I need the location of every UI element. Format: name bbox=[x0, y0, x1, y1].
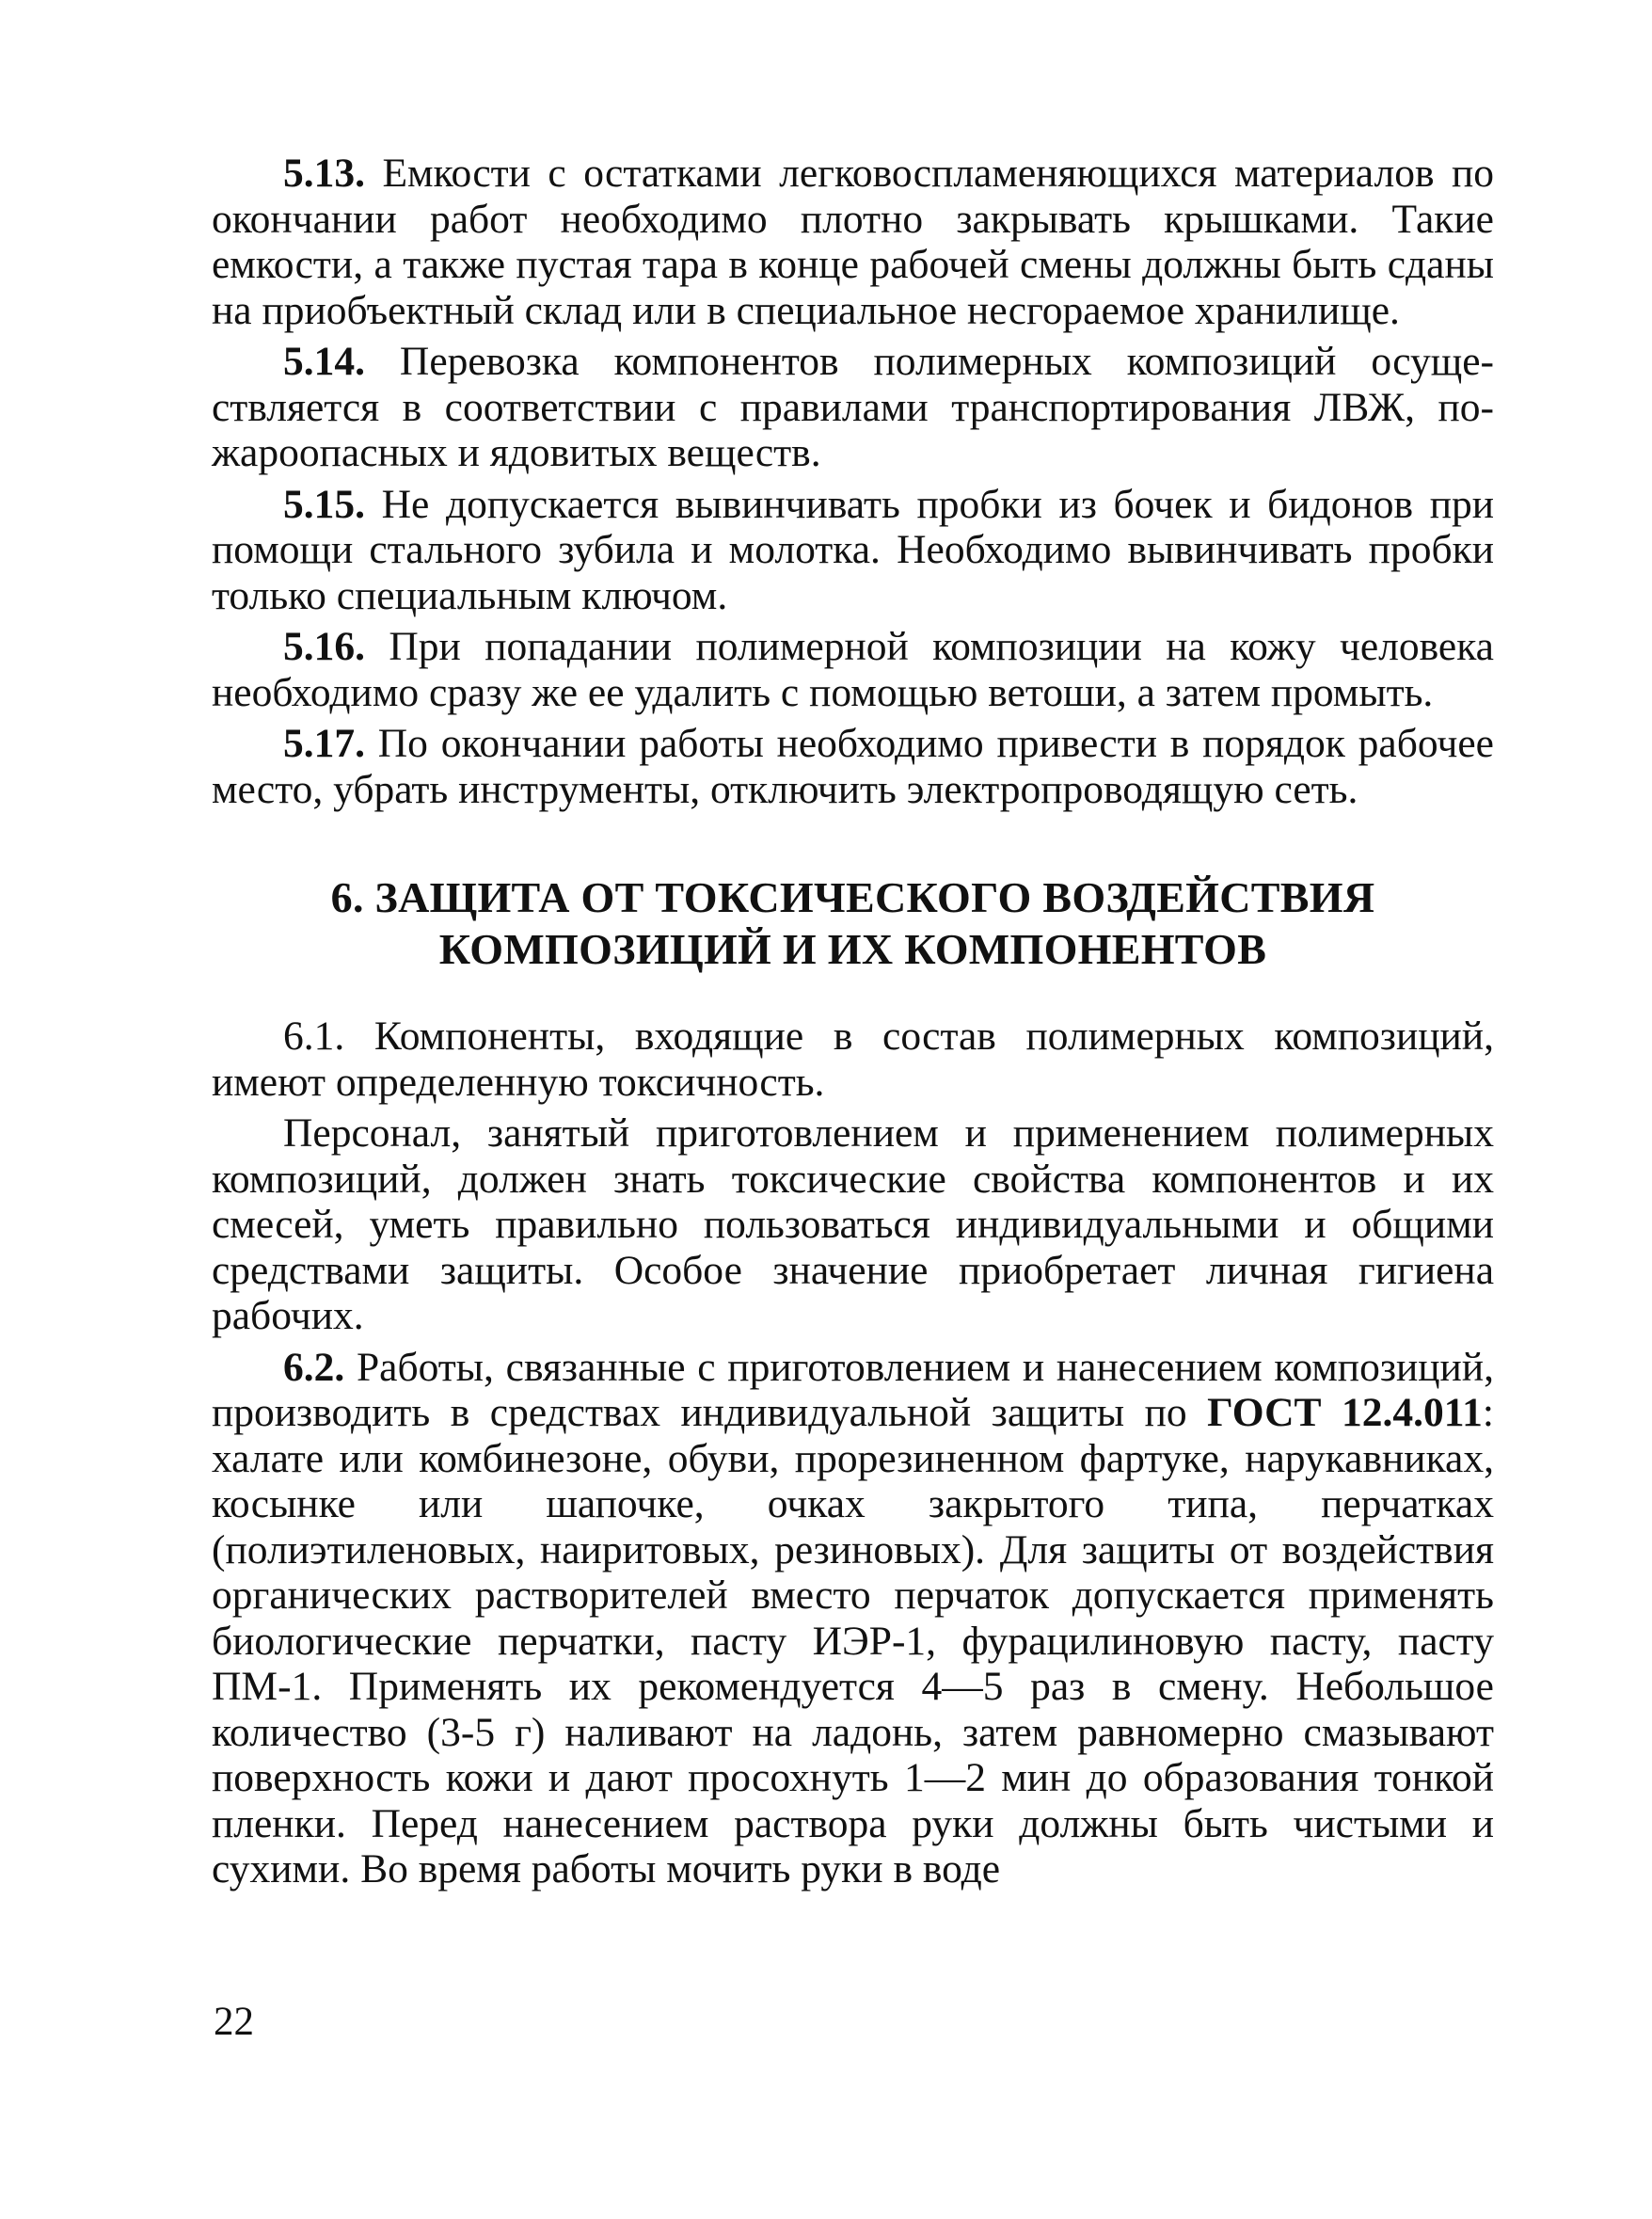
item-number: 5.15. bbox=[283, 481, 365, 527]
paragraph-text: Работы, связанные с приготовлением и нанесением композиций, производить в средствах индивидуальной защиты по bbox=[212, 1344, 1494, 1435]
item-number: 5.14. bbox=[283, 339, 365, 384]
paragraph-text: По окончании работы необходимо привести в порядок рабочее место, убрать инструменты, отключить электропроводящую сеть. bbox=[212, 721, 1494, 812]
item-number: 5.17. bbox=[283, 721, 365, 766]
page-body bbox=[212, 151, 1494, 1892]
paragraph-text: Не допускается вывинчивать пробки из бочек и бидонов при помощи стального зубила и молотка. Необходимо вывинчивать пробки только специальным ключом. bbox=[212, 481, 1494, 618]
paragraph-text-continued: : халате или комбинезоне, обуви, прорезиненном фартуке, нарукавниках, косынке или шапочке, очках закрытого типа, перчатках (полиэтиленовых, наиритовых, резиновых). Для защиты от воздействия органических растворителей вместо перчаток допускается применять биологические перчатки, пасту ИЭР-1, фурацилиновую пасту, пасту ПМ-1. Применять их рекомендуется 4—5 раз в смену. Небольшое количество (3-5 г) наливают на ладонь, затем равномерно смазывают поверхность кожи и дают просохнуть 1—2 мин до образования тонкой пленки. Перед нанесением раствора руки должны быть чистыми и сухими. Во время работы мочить руки в воде bbox=[212, 1390, 1494, 1892]
paragraph-5-15 bbox=[212, 482, 1494, 619]
item-number: 5.16. bbox=[283, 624, 365, 669]
section-6-heading bbox=[212, 871, 1494, 975]
item-number: 5.13. bbox=[283, 151, 365, 196]
paragraph-5-17 bbox=[212, 721, 1494, 812]
paragraph-text: Емкости с остатками легковоспламеняющихся материалов по окончании работ необходимо плотно закрывать крышками. Такие емкости, а также пустая тара в конце рабочей смены должны быть сданы на приобъектный склад или в специальное несгораемое хранилище. bbox=[212, 151, 1494, 333]
paragraph-text: При попадании полимерной композиции на кожу человека необходимо сразу же ее удалить с помощью ветоши, а затем промыть. bbox=[212, 624, 1494, 715]
paragraph-5-14 bbox=[212, 339, 1494, 476]
heading-line-1: 6. ЗАЩИТА ОТ ТОКСИЧЕСКОГО ВОЗДЕЙСТВИЯ bbox=[330, 873, 1375, 921]
item-number: 6.2. bbox=[283, 1344, 345, 1390]
paragraph-personnel: Персонал, занятый приготовлением и применением полимерных композиций, должен знать токсические свойства компонентов и их смесей, уметь правильно пользоваться индивидуальными и общими средствами защиты. Особое значение приобретает личная гигиена рабочих. bbox=[212, 1110, 1494, 1338]
paragraph-6-1: 6.1. Компоненты, входящие в состав полимерных композиций, имеют определенную токсичность. bbox=[212, 1014, 1494, 1105]
heading-line-2: КОМПОЗИЦИЙ И ИХ КОМПОНЕНТОВ bbox=[438, 925, 1267, 973]
standard-reference: ГОСТ 12.4.011 bbox=[1207, 1390, 1483, 1435]
paragraph-5-13 bbox=[212, 151, 1494, 333]
paragraph-6-2 bbox=[212, 1345, 1494, 1892]
page-number: 22 bbox=[214, 2000, 254, 2044]
paragraph-5-16 bbox=[212, 624, 1494, 715]
paragraph-text: Перевозка компонентов полимерных композиций осуществляется в соответствии с правилами транспортирования ЛВЖ, пожароопасных и ядовитых веществ. bbox=[212, 339, 1494, 475]
